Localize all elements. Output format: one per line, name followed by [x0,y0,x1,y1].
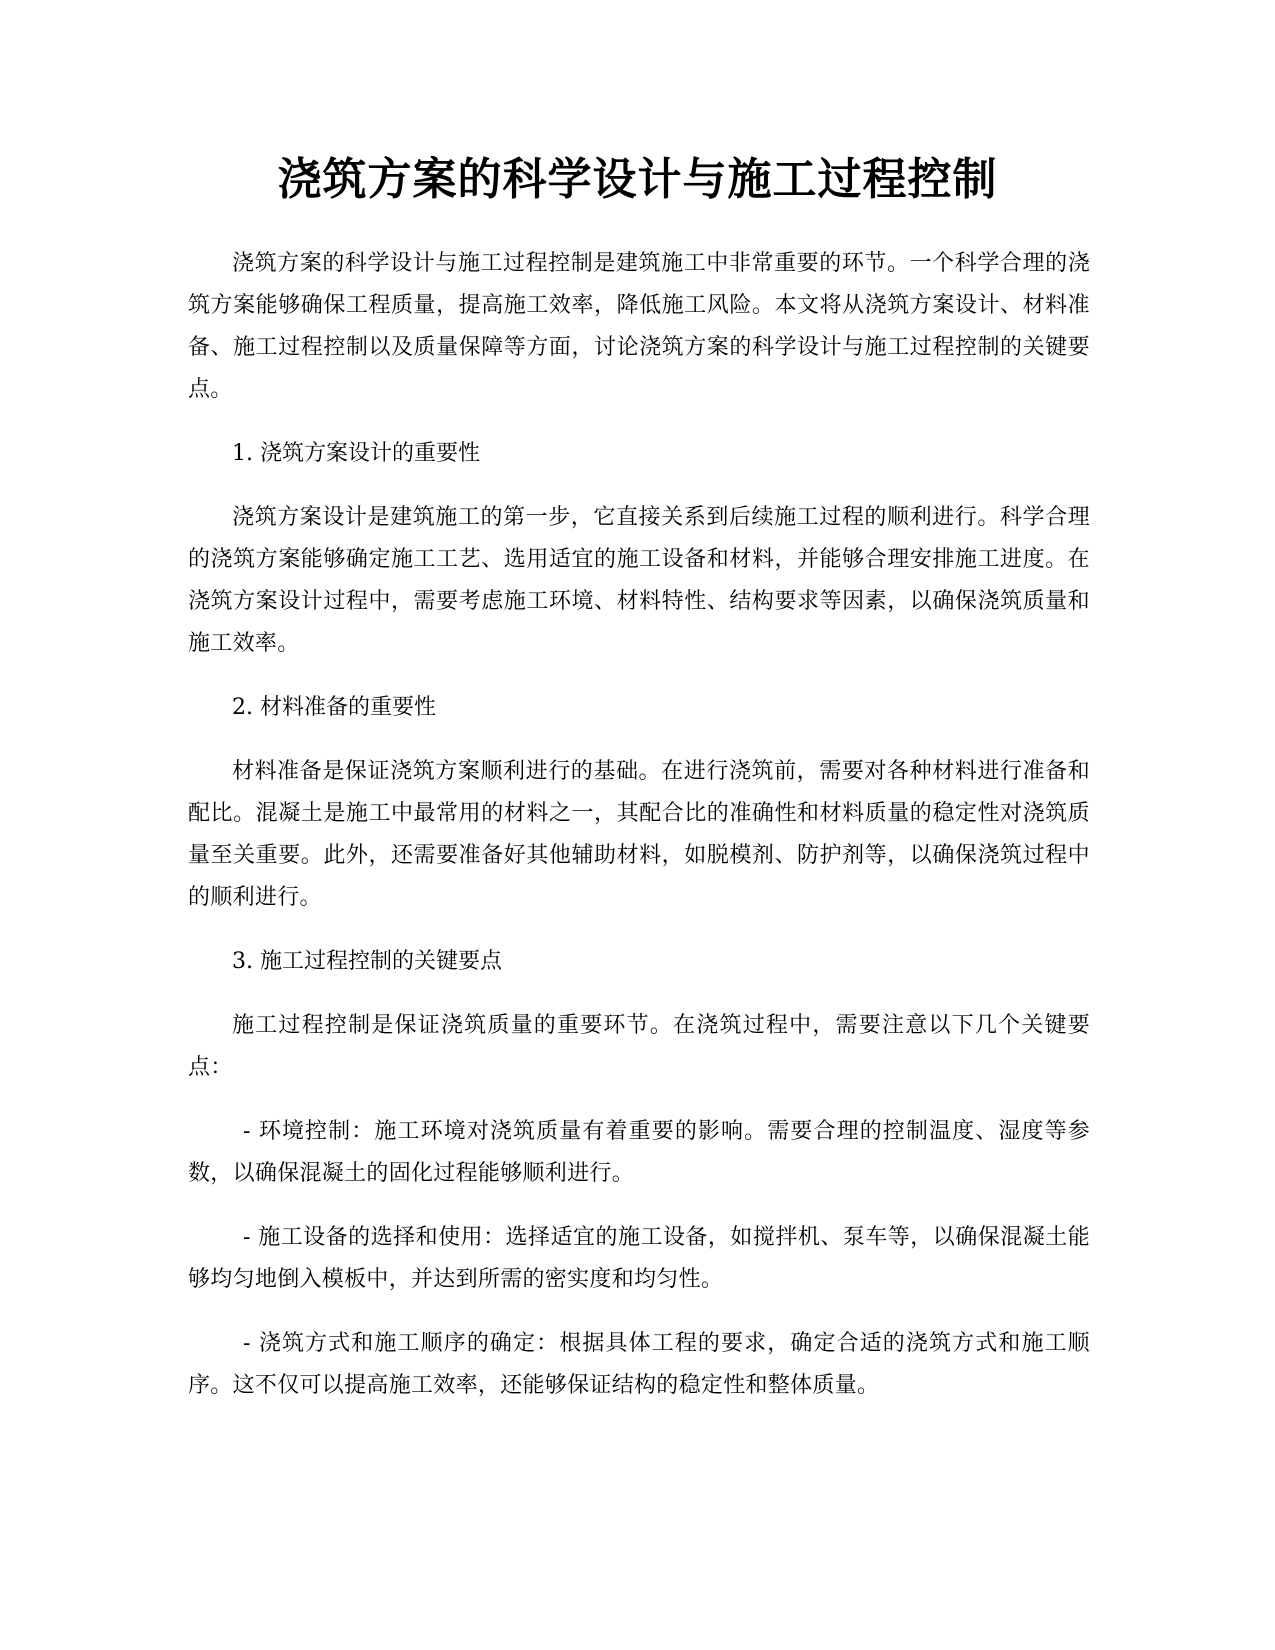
page-title: 浇筑方案的科学设计与施工过程控制 [277,154,998,205]
section-paragraph-2: 材料准备是保证浇筑方案顺利进行的基础。在进行浇筑前，需要对各种材料进行准备和配比。混凝土是施工中最常用的材料之一，其配合比的准确性和材料质量的稳定性对浇筑质量至关重要。此外，还需要准备好其他辅助材料，如脱模剂、防护剂等，以确保浇筑过程中的顺利进行。 [188,759,1090,910]
section-paragraph-3: 施工过程控制是保证浇筑质量的重要环节。在浇筑过程中，需要注意以下几个关键要点： [188,1013,1090,1080]
section-paragraph-1: 浇筑方案设计是建筑施工的第一步，它直接关系到后续施工过程的顺利进行。科学合理的浇筑方案能够确定施工工艺、选用适宜的施工设备和材料，并能够合理安排施工进度。在浇筑方案设计过程中，需要考虑施工环境、材料特性、结构要求等因素，以确保浇筑质量和施工效率。 [188,505,1090,656]
bullet-environment-control: - 环境控制：施工环境对浇筑质量有着重要的影响。需要合理的控制温度、湿度等参数，以确保混凝土的固化过程能够顺利进行。 [188,1119,1090,1186]
section-heading-3: 3. 施工过程控制的关键要点 [232,949,502,974]
section-heading-1: 1. 浇筑方案设计的重要性 [232,441,480,466]
intro-paragraph: 浇筑方案的科学设计与施工过程控制是建筑施工中非常重要的环节。一个科学合理的浇筑方案能够确保工程质量，提高施工效率，降低施工风险。本文将从浇筑方案设计、材料准备、施工过程控制以及质量保障等方面，讨论浇筑方案的科学设计与施工过程控制的关键要点。 [188,251,1090,402]
bullet-equipment-selection: - 施工设备的选择和使用：选择适宜的施工设备，如搅拌机、泵车等，以确保混凝土能够均匀地倒入模板中，并达到所需的密实度和均匀性。 [188,1225,1090,1292]
document-body [188,243,1090,1429]
section-heading-2: 2. 材料准备的重要性 [232,695,436,720]
bullet-pouring-sequence: - 浇筑方式和施工顺序的确定：根据具体工程的要求，确定合适的浇筑方式和施工顺序。这不仅可以提高施工效率，还能够保证结构的稳定性和整体质量。 [188,1331,1090,1398]
